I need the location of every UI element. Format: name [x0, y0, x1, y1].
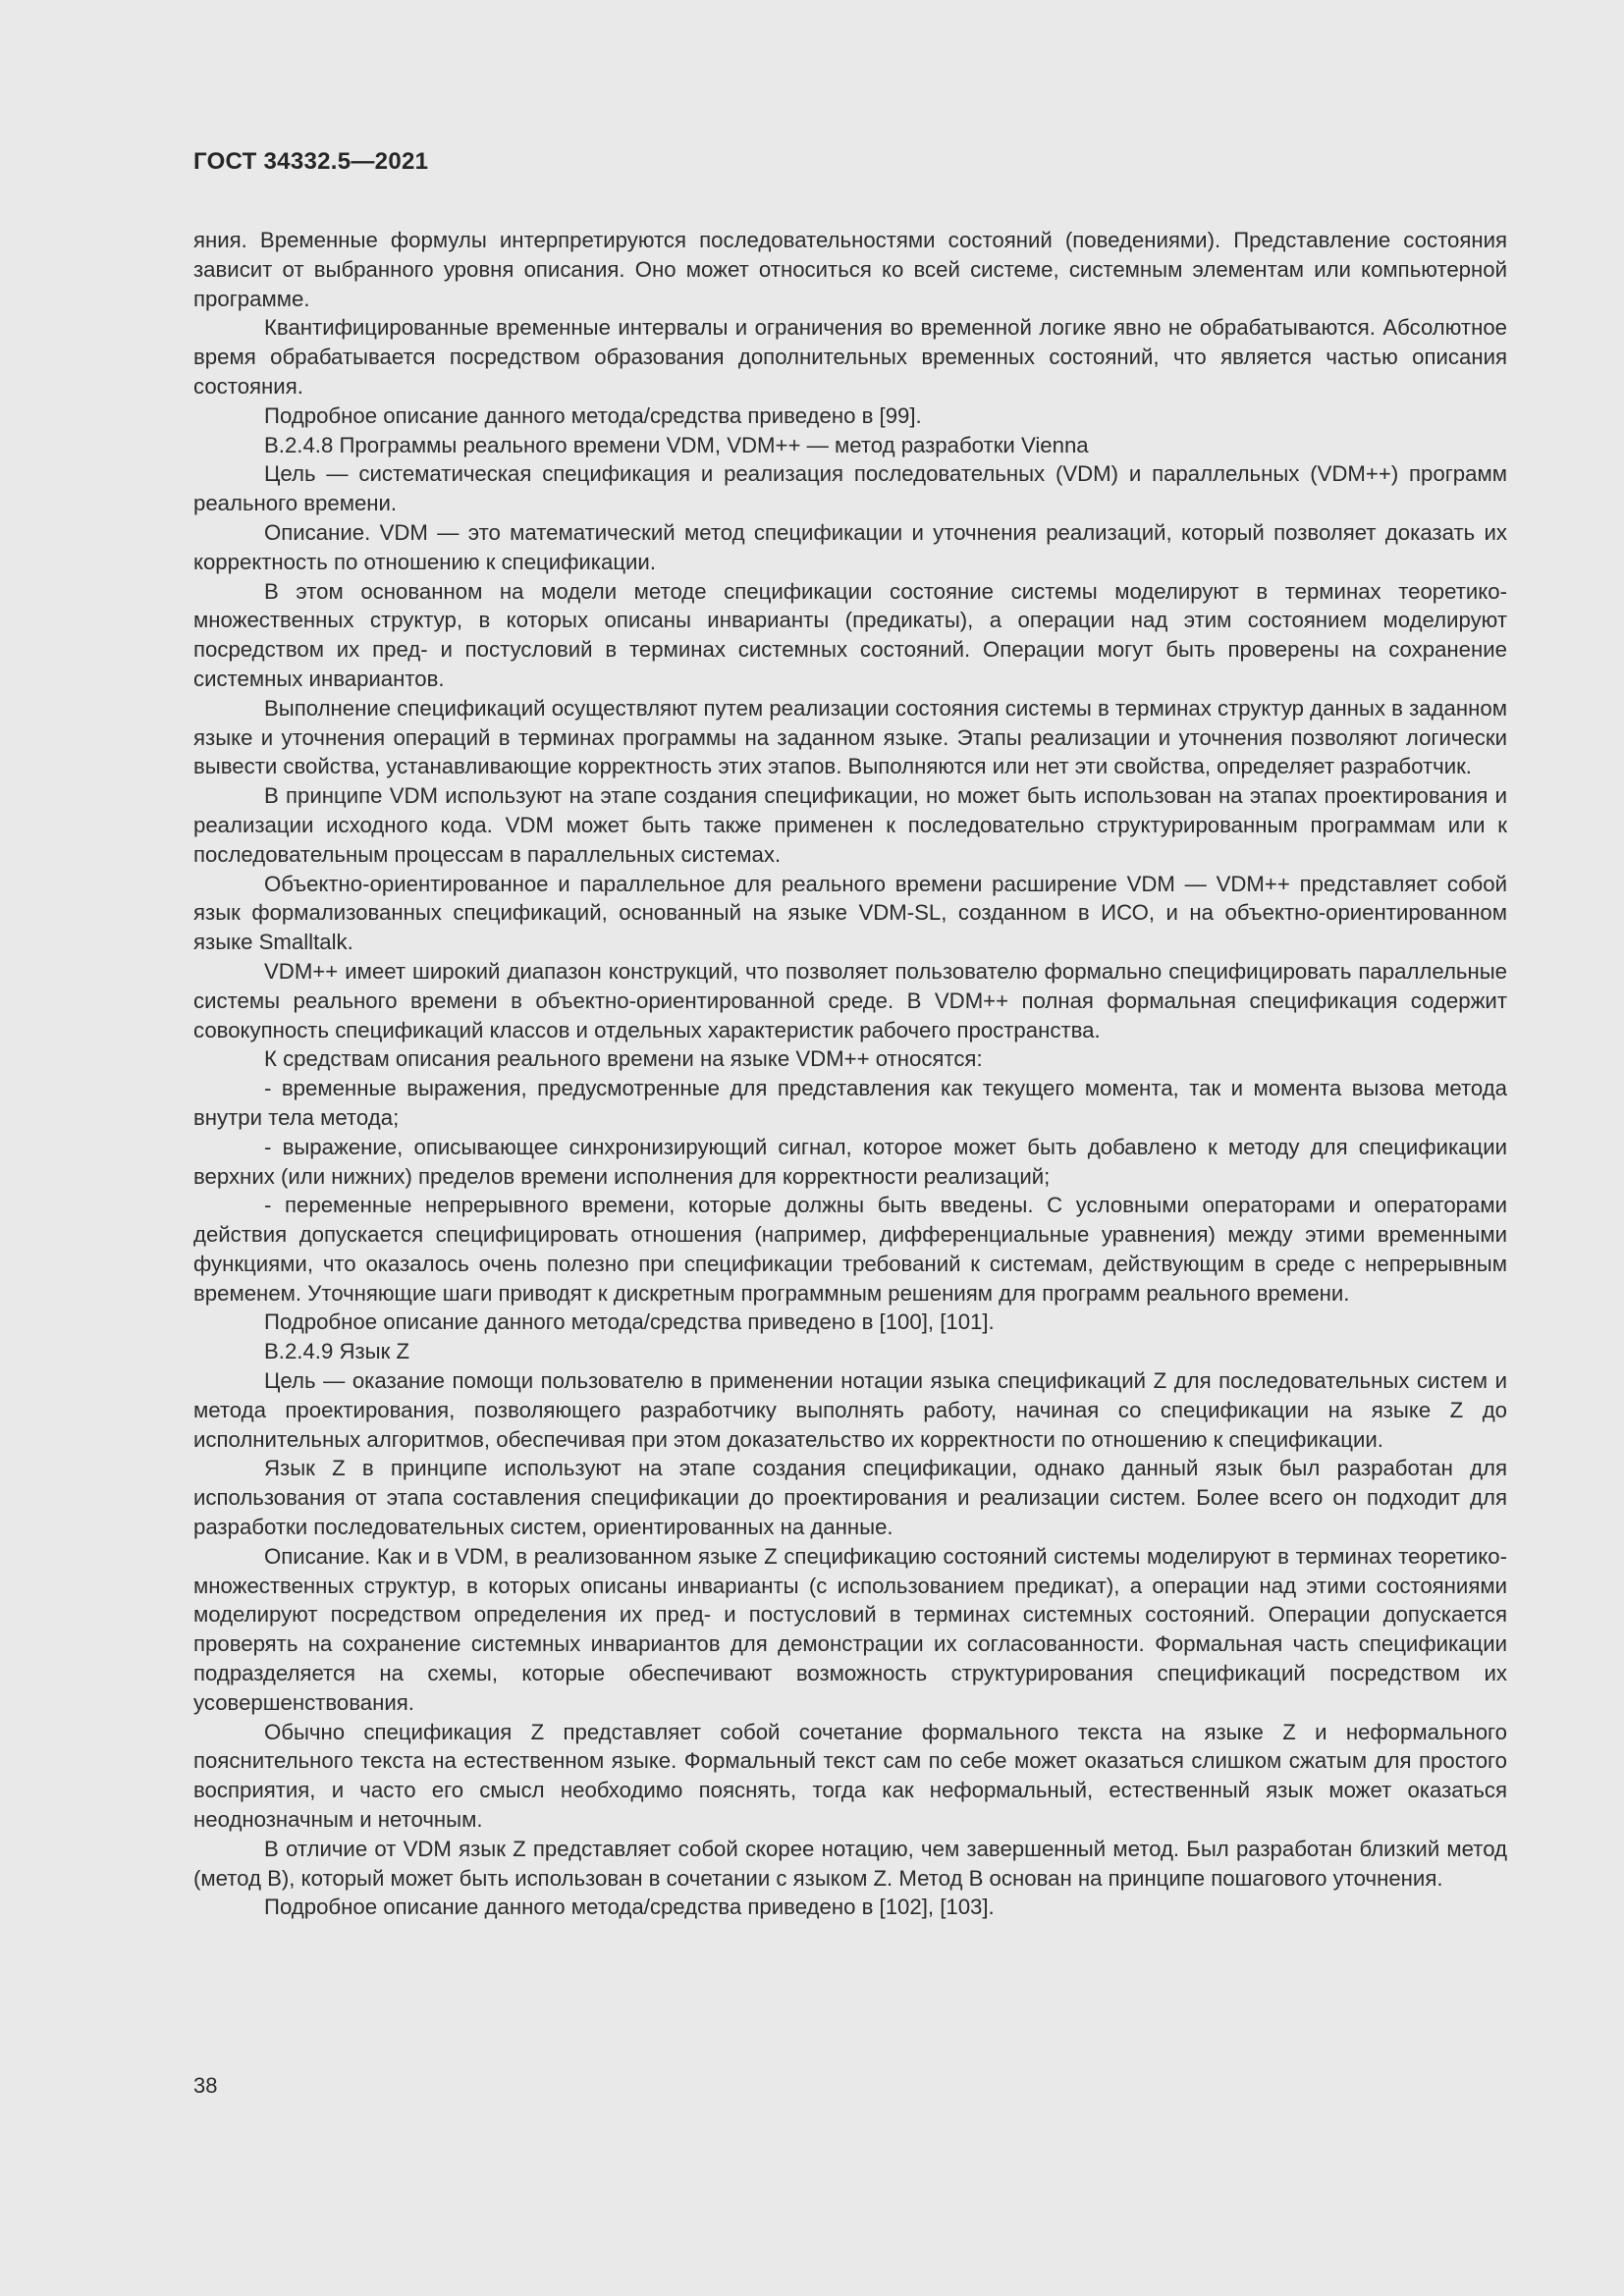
paragraph-continuation: яния. Временные формулы интерпретируются последовательностями состояний (поведениями). Представление состояния зависит от выбранного уровня описания. Оно может относиться ко всей системе, системным элементам или компьютерной программе.: [193, 228, 1507, 311]
standard-code-header: ГОСТ 34332.5—2021: [193, 148, 429, 175]
paragraph-goal: Цель — оказание помощи пользователю в применении нотации языка спецификаций Z для последовательных систем и метода проектирования, позволяющего разработчику выполнять работу, начиная со спецификации на языке Z до исполнительных алгоритмов, обеспечивая при этом доказательство их корректности по отношению к спецификации.: [193, 1368, 1507, 1452]
paragraph: Выполнение спецификаций осуществляют путем реализации состояния системы в терминах структур данных в заданном языке и уточнения операций в терминах программы на заданном языке. Этапы реализации и уточнения позволяют логически вывести свойства, устанавливающие корректность этих этапов. Выполняются или нет эти свойства, определяет разработчик.: [193, 695, 1507, 779]
paragraph: Язык Z в принципе используют на этапе создания спецификации, однако данный язык был разработан для использования от этапа составления спецификации до проектирования и реализации систем. Более всего он подходит для разработки последовательных систем, ориентированных на данные.: [193, 1456, 1507, 1540]
page-number: 38: [193, 2073, 218, 2098]
list-item: - временные выражения, предусмотренные для представления как текущего момента, так и момента вызова метода внутри тела метода;: [193, 1076, 1507, 1130]
paragraph: В этом основанном на модели методе спецификации состояние системы моделируют в терминах теоретико-множественных структур, в которых описаны инварианты (предикаты), а операции над этим состоянием моделируют посредством их пред- и постусловий в терминах системных состояний. Операции могут быть проверены на сохранение системных инвариантов.: [193, 578, 1507, 691]
list-item: - выражение, описывающее синхронизирующий сигнал, которое может быть добавлено к методу для спецификации верхних (или нижних) пределов времени исполнения для корректности реализаций;: [193, 1134, 1507, 1189]
paragraph-goal: Цель — систематическая спецификация и реализация последовательных (VDM) и параллельных (VDM++) программ реального времени.: [193, 461, 1507, 516]
section-heading-b249: В.2.4.9 Язык Z: [264, 1339, 410, 1364]
paragraph: В отличие от VDM язык Z представляет собой скорее нотацию, чем завершенный метод. Был разработан близкий метод (метод B), который может быть использован в сочетании с языком Z. Метод B основан на принципе пошагового уточнения.: [193, 1836, 1507, 1891]
body-text: [193, 226, 1507, 1922]
paragraph: Обычно спецификация Z представляет собой сочетание формального текста на языке Z и неформального пояснительного текста на естественном языке. Формальный текст сам по себе может оказаться слишком сжатым для простого восприятия, и часто его смысл необходимо пояснять, тогда как неформальный, естественный язык может оказаться неоднозначным и неточным.: [193, 1719, 1507, 1833]
paragraph: В принципе VDM используют на этапе создания спецификации, но может быть использован на этапах проектирования и реализации исходного кода. VDM может быть также применен к последовательно структурированным программам или к последовательным процессам в параллельных системах.: [193, 783, 1507, 867]
paragraph-list-intro: К средствам описания реального времени на языке VDM++ относятся:: [264, 1046, 983, 1072]
paragraph-description: Описание. Как и в VDM, в реализованном языке Z спецификацию состояний системы моделируют в терминах теоретико-множественных структур, в которых описаны инварианты (с использованием предикат), а операции над этими состояниями моделируют посредством определения их пред- и постусловий в терминах системных состояний. Операции допускается проверять на сохранение системных инвариантов для демонстрации их согласованности. Формальная часть спецификации подразделяется на схемы, которые обеспечивают возможность структурирования спецификаций посредством их усовершенствования.: [193, 1543, 1507, 1715]
paragraph-description: Описание. VDM — это математический метод спецификации и уточнения реализаций, который позволяет доказать их корректность по отношению к спецификации.: [193, 519, 1507, 574]
paragraph: VDM++ имеет широкий диапазон конструкций, что позволяет пользователю формально специфицировать параллельные системы реального времени в объектно-ориентированной среде. В VDM++ полная формальная спецификация содержит совокупность спецификаций классов и отдельных характеристик рабочего пространства.: [193, 958, 1507, 1042]
paragraph-reference: Подробное описание данного метода/средства приведено в [100], [101].: [264, 1309, 995, 1335]
paragraph-reference: Подробное описание данного метода/средства приведено в [99].: [264, 402, 922, 428]
paragraph: Объектно-ориентированное и параллельное для реального времени расширение VDM — VDM++ представляет собой язык формализованных спецификаций, основанный на языке VDM-SL, созданном в ИСО, и на объектно-ориентированном языке Smalltalk.: [193, 871, 1507, 955]
section-heading-b248: В.2.4.8 Программы реального времени VDM, VDM++ — метод разработки Vienna: [264, 432, 1089, 457]
paragraph: Квантифицированные временные интервалы и ограничения во временной логике явно не обрабатываются. Абсолютное время обрабатывается посредством образования дополнительных временных состояний, что является частью описания состояния.: [193, 315, 1507, 399]
list-item: - переменные непрерывного времени, которые должны быть введены. С условными операторами и операторами действия допускается специфицировать отношения (например, дифференциальные уравнения) между этими временными функциями, что оказалось очень полезно при спецификации требований к системам, действующим в среде с непрерывным временем. Уточняющие шаги приводят к дискретным программным решениям для программ реального времени.: [193, 1193, 1507, 1306]
paragraph-reference: Подробное описание данного метода/средства приведено в [102], [103].: [264, 1895, 995, 1920]
